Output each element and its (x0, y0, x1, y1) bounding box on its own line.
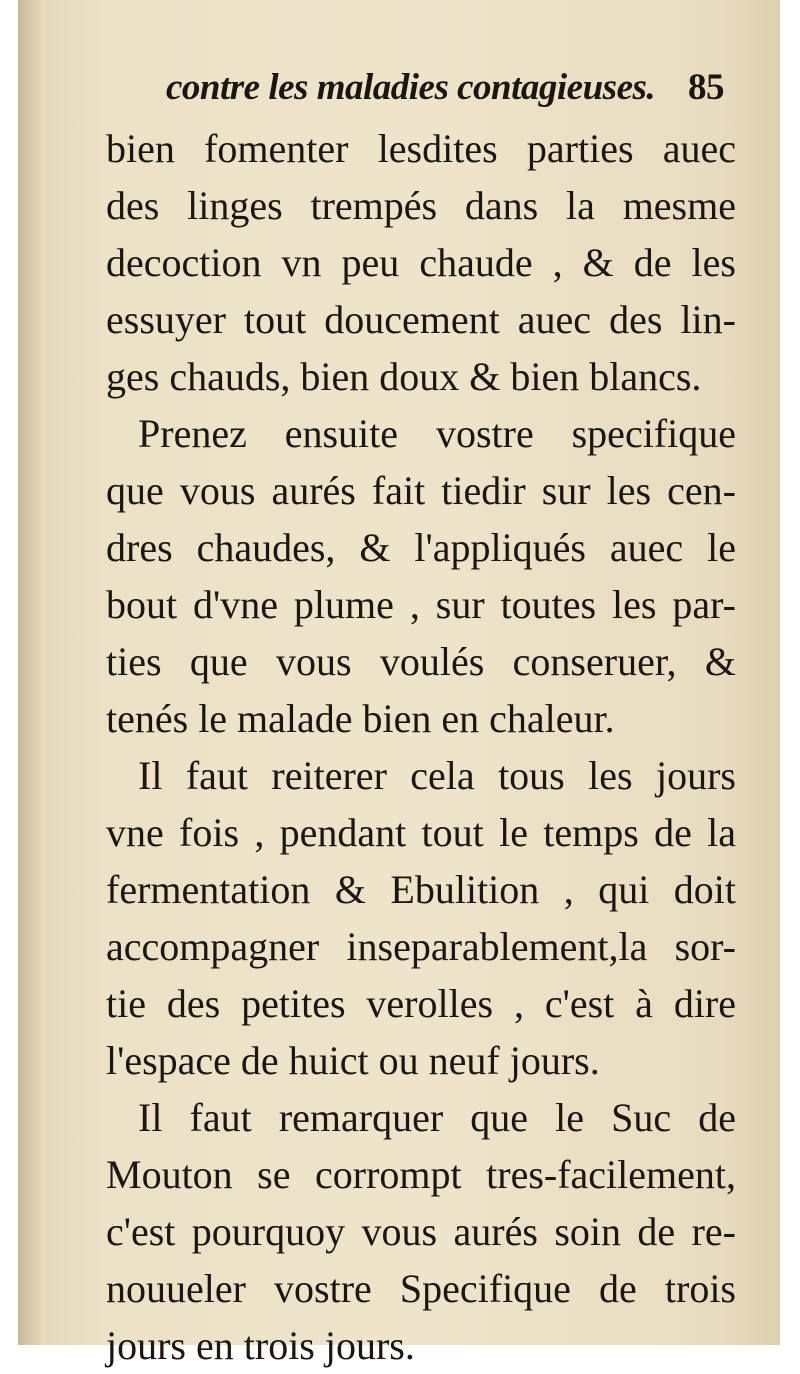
text-line: bout d'vne plume , sur toutes les par- (106, 582, 736, 627)
text-line: Prenez ensuite vostre specifique (138, 411, 736, 456)
text-line: tie des petites verolles , c'est à dire (106, 981, 736, 1026)
text-line: nouueler vostre Specifique de trois (106, 1266, 736, 1311)
text-line: vne fois , pendant tout le temps de la (106, 810, 736, 855)
text-line: jours en trois jours. (106, 1323, 415, 1368)
text-line: dres chaudes, & l'appliqués auec le (106, 525, 736, 570)
text-line: fermentation & Ebulition , qui doit (106, 867, 736, 912)
text-line: ties que vous voulés conseruer, & (106, 639, 736, 684)
running-head (158, 66, 758, 116)
text-line: que vous aurés fait tiedir sur les cen- (106, 468, 736, 513)
text-line: l'espace de huict ou neuf jours. (106, 1038, 600, 1083)
text-line: accompagner inseparablement,la sor- (106, 924, 736, 969)
text-line: c'est pourquoy vous aurés soin de re- (106, 1209, 736, 1254)
text-line: essuyer tout doucement auec des lin- (106, 297, 736, 342)
text-line: tenés le malade bien en chaleur. (106, 696, 615, 741)
running-title: contre les maladies contagieuses. (166, 67, 656, 108)
text-line: des linges trempés dans la mesme (106, 183, 736, 228)
book-page (18, 0, 780, 1368)
text-line: Il faut remarquer que le Suc de (138, 1095, 736, 1140)
text-line: ges chauds, bien doux & bien blancs. (106, 354, 702, 399)
gutter-shadow (18, 0, 42, 1345)
text-line: bien fomenter lesdites parties auec (106, 126, 736, 171)
page-number: 85 (688, 67, 724, 108)
text-line: decoction vn peu chaude , & de les (106, 240, 736, 285)
body-text (106, 120, 736, 1374)
text-line: Mouton se corrompt tres-facilement, (106, 1152, 736, 1197)
text-line: Il faut reiterer cela tous les jours (138, 753, 736, 798)
